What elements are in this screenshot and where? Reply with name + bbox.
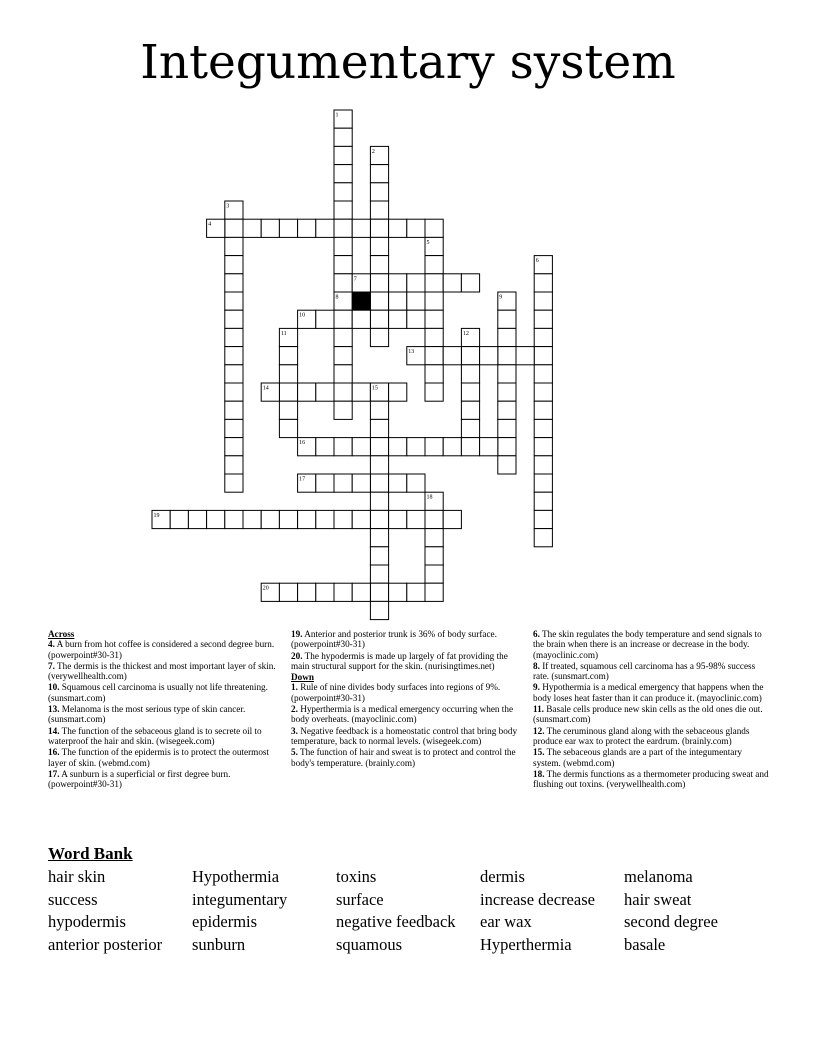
clue-number-8: 8	[335, 294, 339, 301]
crossword-cell[interactable]	[243, 510, 261, 528]
crossword-cell[interactable]	[407, 510, 425, 528]
crossword-cell[interactable]	[225, 237, 243, 255]
crossword-cell[interactable]	[425, 256, 443, 274]
clue-text: The dermis functions as a thermometer producing sweat and flushing out toxins. (verywellhealth.com)	[533, 768, 769, 790]
crossword-cell[interactable]	[389, 510, 407, 528]
crossword-cell[interactable]	[370, 438, 388, 456]
crossword-cell[interactable]	[316, 474, 334, 492]
clue-item	[48, 682, 276, 703]
crossword-cell[interactable]	[279, 347, 297, 365]
clue-number: 5.	[291, 747, 298, 758]
clue-text: Hypothermia is a medical emergency that happens when the body loses heat faster than it can produce it. (mayoclinic.com)	[533, 682, 764, 703]
crossword-cell[interactable]	[425, 310, 443, 328]
crossword-cell[interactable]	[389, 274, 407, 292]
clue-item	[533, 704, 771, 725]
crossword-cell[interactable]	[407, 292, 425, 310]
crossword-cell[interactable]	[498, 401, 516, 419]
crossword-cell[interactable]	[243, 219, 261, 237]
crossword-cell[interactable]	[425, 547, 443, 565]
crossword-cell[interactable]	[207, 510, 225, 528]
clue-item	[48, 769, 276, 790]
crossword-cell[interactable]	[425, 347, 443, 365]
crossword-cell[interactable]	[389, 383, 407, 401]
clue-text: Melanoma is the most serious type of skin cancer. (sunsmart.com)	[48, 704, 246, 725]
crossword-cell[interactable]	[279, 510, 297, 528]
crossword-cell[interactable]	[534, 419, 552, 437]
crossword-cell[interactable]	[316, 310, 334, 328]
crossword-cell[interactable]	[225, 347, 243, 365]
crossword-cell[interactable]	[407, 219, 425, 237]
clue-number: 11.	[533, 704, 544, 715]
clue-text: Hyperthermia is a medical emergency occurring when the body overheats. (mayoclinic.com)	[291, 704, 514, 725]
crossword-cell[interactable]	[534, 456, 552, 474]
crossword-cell[interactable]	[334, 274, 352, 292]
crossword-cell[interactable]	[261, 219, 279, 237]
clue-number-2: 2	[371, 148, 375, 155]
word-bank-item: hair sweat	[624, 889, 692, 909]
crossword-cell[interactable]	[225, 292, 243, 310]
crossword-cell[interactable]	[425, 510, 443, 528]
crossword-cell[interactable]	[334, 256, 352, 274]
crossword-cell[interactable]	[534, 292, 552, 310]
crossword-cell[interactable]	[188, 510, 206, 528]
clue-text: A burn from hot coffee is considered a second degree burn. (powerpoint#30-31)	[48, 639, 275, 660]
word-bank-item: basale	[624, 934, 666, 954]
crossword-cell[interactable]	[334, 383, 352, 401]
crossword-cell[interactable]	[225, 419, 243, 437]
crossword-cell[interactable]	[316, 438, 334, 456]
crossword-cell[interactable]	[225, 310, 243, 328]
crossword-cell[interactable]	[370, 201, 388, 219]
clues-column-1	[48, 629, 276, 790]
clue-text: The function of the sebaceous gland is to secrete oil to waterproof the hair and skin. (wisegeek.com)	[48, 725, 262, 746]
crossword-cell[interactable]	[225, 401, 243, 419]
crossword-cell[interactable]	[370, 401, 388, 419]
clue-item	[48, 704, 276, 725]
crossword-cell[interactable]	[334, 165, 352, 183]
crossword-cell[interactable]	[534, 383, 552, 401]
clue-text: The function of hair and sweat is to protect and control the body's temperature. (brainly.com)	[291, 747, 516, 768]
clue-number: 7.	[48, 660, 55, 671]
crossword-cell[interactable]	[334, 237, 352, 255]
crossword-cell[interactable]	[316, 510, 334, 528]
crossword-cell[interactable]	[370, 474, 388, 492]
crossword-cell[interactable]	[370, 583, 388, 601]
word-bank-item: epidermis	[192, 912, 258, 931]
clue-item	[291, 682, 523, 703]
crossword-cell[interactable]	[443, 274, 461, 292]
crossword-cell[interactable]	[498, 328, 516, 346]
clue-number-13: 13	[408, 349, 415, 356]
crossword-cell[interactable]	[352, 583, 370, 601]
crossword-cell[interactable]	[225, 274, 243, 292]
crossword-cell[interactable]	[298, 510, 316, 528]
clue-number: 9.	[533, 682, 540, 693]
crossword-cell[interactable]	[534, 529, 552, 547]
clue-number-11: 11	[280, 330, 287, 337]
crossword-cell[interactable]	[370, 292, 388, 310]
crossword-cell[interactable]	[334, 128, 352, 146]
crossword-cell[interactable]	[389, 310, 407, 328]
word-bank-item: integumentary	[192, 889, 288, 909]
crossword-cell[interactable]	[225, 328, 243, 346]
crossword-cell[interactable]	[370, 510, 388, 528]
crossword-cell[interactable]	[352, 474, 370, 492]
crossword-cell[interactable]	[370, 492, 388, 510]
clue-item	[291, 747, 523, 768]
word-bank-item: hair skin	[48, 867, 106, 886]
clue-number: 1.	[291, 682, 298, 693]
crossword-cell[interactable]	[534, 510, 552, 528]
crossword-cell[interactable]	[461, 365, 479, 383]
crossword-cell[interactable]	[370, 310, 388, 328]
clue-text: Negative feedback is a homeostatic control that bring body temperature, back to normal levels. (wisegeek.com)	[291, 725, 518, 746]
clue-item	[533, 726, 771, 747]
word-bank-item: squamous	[336, 934, 402, 954]
clue-text: The sebaceous glands are a part of the integumentary system. (webmd.com)	[533, 747, 743, 768]
clue-number-14: 14	[262, 385, 269, 392]
clue-number-3: 3	[226, 203, 230, 210]
clue-item	[48, 639, 276, 660]
crossword-cell[interactable]	[352, 310, 370, 328]
crossword-cell[interactable]	[534, 365, 552, 383]
crossword-cell[interactable]	[334, 510, 352, 528]
clue-number-18: 18	[426, 494, 433, 501]
crossword-cell[interactable]	[425, 365, 443, 383]
crossword-cell[interactable]	[425, 583, 443, 601]
clue-number: 17.	[48, 768, 60, 779]
crossword-cell[interactable]	[370, 274, 388, 292]
crossword-cell[interactable]	[425, 328, 443, 346]
crossword-cell[interactable]	[370, 456, 388, 474]
crossword-cell[interactable]	[316, 219, 334, 237]
crossword-cell[interactable]	[498, 456, 516, 474]
down-heading: Down	[291, 672, 314, 683]
clue-number: 6.	[533, 629, 540, 639]
word-bank	[48, 867, 788, 957]
crossword-cell[interactable]	[498, 383, 516, 401]
crossword-cell[interactable]	[425, 274, 443, 292]
crossword-cell[interactable]	[334, 474, 352, 492]
crossword-cell[interactable]	[352, 510, 370, 528]
clue-number-9: 9	[499, 294, 503, 301]
crossword-cell[interactable]	[461, 347, 479, 365]
crossword-cell[interactable]	[279, 219, 297, 237]
crossword-cell[interactable]	[461, 383, 479, 401]
clue-item	[48, 726, 276, 747]
crossword-cell[interactable]	[334, 365, 352, 383]
crossword-cell[interactable]	[334, 328, 352, 346]
crossword-cell[interactable]	[498, 347, 516, 365]
crossword-cell[interactable]	[425, 219, 443, 237]
crossword-cell[interactable]	[225, 474, 243, 492]
crossword-cell[interactable]	[352, 438, 370, 456]
crossword-cell[interactable]	[498, 310, 516, 328]
crossword-cell[interactable]	[407, 274, 425, 292]
crossword-black-cell	[352, 292, 370, 310]
clue-item	[533, 682, 771, 703]
crossword-cell[interactable]	[225, 383, 243, 401]
crossword-cell[interactable]	[225, 256, 243, 274]
word-bank-item: increase decrease	[480, 889, 595, 909]
crossword-cell[interactable]	[334, 401, 352, 419]
crossword-cell[interactable]	[425, 438, 443, 456]
crossword-cell[interactable]	[225, 456, 243, 474]
crossword-cell[interactable]	[334, 583, 352, 601]
clue-number-1: 1	[335, 112, 339, 119]
clue-text: Rule of nine divides body surfaces into regions of 9%. (powerpoint#30-31)	[291, 682, 501, 703]
word-bank-item: surface	[336, 889, 384, 909]
clue-text: The dermis is the thickest and most important layer of skin. (verywellhealth.com)	[48, 660, 276, 682]
crossword-cell[interactable]	[316, 383, 334, 401]
clue-number-12: 12	[462, 330, 469, 337]
crossword-cell[interactable]	[443, 347, 461, 365]
clue-number: 14.	[48, 725, 60, 736]
clue-number: 8.	[533, 660, 540, 671]
crossword-cell[interactable]	[352, 383, 370, 401]
crossword-cell[interactable]	[334, 310, 352, 328]
clue-item	[533, 747, 771, 768]
clue-number: 12.	[533, 725, 545, 736]
crossword-cell[interactable]	[370, 256, 388, 274]
crossword-cell[interactable]	[461, 438, 479, 456]
clue-item	[291, 726, 523, 747]
crossword-cell[interactable]	[407, 583, 425, 601]
crossword-cell[interactable]	[334, 201, 352, 219]
clue-text: The hypodermis is made up largely of fat providing the main structural support for the skin. (nurisingtimes.net)	[291, 650, 508, 671]
clue-number: 13.	[48, 704, 60, 715]
word-bank-item: dermis	[480, 867, 525, 886]
clue-text: If treated, squamous cell carcinoma has a 95-98% success rate. (sunsmart.com)	[533, 660, 756, 682]
word-bank-item: ear wax	[480, 912, 532, 931]
clue-text: Squamous cell carcinoma is usually not life threatening. (sunsmart.com)	[48, 682, 268, 703]
crossword-cell[interactable]	[334, 219, 352, 237]
crossword-cell[interactable]	[461, 419, 479, 437]
clue-number: 19.	[291, 629, 303, 639]
crossword-cell[interactable]	[498, 365, 516, 383]
clue-number-7: 7	[353, 276, 357, 283]
clue-number-15: 15	[371, 385, 378, 392]
clue-number-10: 10	[299, 312, 306, 319]
crossword-cell[interactable]	[370, 219, 388, 237]
crossword-cell[interactable]	[425, 529, 443, 547]
clue-number-6: 6	[535, 258, 539, 265]
crossword-cell[interactable]	[279, 583, 297, 601]
word-bank-item: second degree	[624, 912, 718, 931]
crossword-cell[interactable]	[425, 292, 443, 310]
crossword-cell[interactable]	[534, 310, 552, 328]
crossword-cell[interactable]	[389, 219, 407, 237]
crossword-cell[interactable]	[516, 347, 534, 365]
clue-text: The function of the epidermis is to protect the outermost layer of skin. (webmd.com)	[48, 747, 270, 768]
crossword-cell[interactable]	[534, 328, 552, 346]
crossword-cell[interactable]	[498, 419, 516, 437]
crossword-cell[interactable]	[443, 438, 461, 456]
word-bank-item: anterior posterior	[48, 934, 163, 954]
clues-column-3	[533, 629, 771, 790]
word-bank-item: Hyperthermia	[480, 934, 572, 954]
crossword-cell[interactable]	[298, 219, 316, 237]
crossword-cell[interactable]	[389, 292, 407, 310]
clue-text: The skin regulates the body temperature and send signals to the brain when there is an increase or decrease in the body. (mayoclinic.com)	[533, 629, 762, 660]
crossword-cell[interactable]	[370, 165, 388, 183]
clue-item	[533, 769, 771, 790]
page-title: Integumentary system	[140, 35, 676, 90]
clue-item	[291, 704, 523, 725]
crossword-cell[interactable]	[480, 438, 498, 456]
crossword-cell[interactable]	[534, 438, 552, 456]
crossword-cell[interactable]	[279, 419, 297, 437]
crossword-cell[interactable]	[225, 438, 243, 456]
clue-item	[533, 629, 771, 660]
crossword-cell[interactable]	[352, 219, 370, 237]
clue-item	[48, 661, 276, 682]
crossword-cell[interactable]	[334, 438, 352, 456]
across-heading: Across	[48, 629, 75, 639]
word-bank-title: Word Bank	[48, 844, 133, 863]
crossword-cell[interactable]	[534, 274, 552, 292]
crossword-cell[interactable]	[334, 146, 352, 164]
crossword-cell[interactable]	[170, 510, 188, 528]
clue-number-17: 17	[299, 476, 306, 483]
word-bank-item: success	[48, 889, 98, 909]
crossword-cell[interactable]	[461, 401, 479, 419]
crossword-cell[interactable]	[534, 492, 552, 510]
crossword-cell[interactable]	[370, 601, 388, 619]
crossword-cell[interactable]	[407, 474, 425, 492]
crossword-cell[interactable]	[407, 310, 425, 328]
clue-number: 2.	[291, 704, 298, 715]
crossword-cell[interactable]	[407, 438, 425, 456]
clue-number: 10.	[48, 682, 60, 693]
crossword-cell[interactable]	[370, 328, 388, 346]
clue-number-20: 20	[262, 585, 269, 592]
crossword-cell[interactable]	[261, 510, 279, 528]
crossword-cell[interactable]	[498, 438, 516, 456]
crossword-cell[interactable]	[316, 583, 334, 601]
clue-item	[48, 747, 276, 768]
crossword-cell[interactable]	[279, 365, 297, 383]
clue-number: 18.	[533, 768, 545, 779]
crossword-cell[interactable]	[370, 565, 388, 583]
clue-number: 20.	[291, 650, 303, 661]
word-bank-item: sunburn	[192, 934, 246, 954]
crossword-cell[interactable]	[534, 347, 552, 365]
crossword-cell[interactable]	[298, 583, 316, 601]
crossword-cell[interactable]	[389, 474, 407, 492]
crossword-cell[interactable]	[425, 565, 443, 583]
clue-number: 16.	[48, 747, 60, 758]
crossword-cell[interactable]	[279, 383, 297, 401]
crossword-cell[interactable]	[225, 219, 243, 237]
crossword-cell[interactable]	[370, 183, 388, 201]
crossword-cell[interactable]	[534, 474, 552, 492]
crossword-cell[interactable]	[370, 419, 388, 437]
clue-number-4: 4	[208, 221, 212, 228]
clue-number-19: 19	[153, 512, 160, 519]
word-bank-item: hypodermis	[48, 912, 126, 931]
clue-number: 3.	[291, 725, 298, 736]
clue-number-5: 5	[426, 239, 430, 246]
crossword-cell[interactable]	[370, 237, 388, 255]
word-bank-item: toxins	[336, 867, 377, 886]
word-bank-item: Hypothermia	[192, 867, 280, 886]
crossword-cell[interactable]	[334, 347, 352, 365]
crossword-cell[interactable]	[534, 401, 552, 419]
word-bank-item: negative feedback	[336, 912, 456, 931]
clues-column-2	[291, 629, 523, 769]
crossword-cell[interactable]	[443, 510, 461, 528]
clue-number: 4.	[48, 639, 55, 650]
clue-text: Anterior and posterior trunk is 36% of body surface. (powerpoint#30-31)	[291, 629, 497, 650]
clue-item	[533, 661, 771, 682]
crossword-cell[interactable]	[389, 438, 407, 456]
clue-number: 15.	[533, 747, 545, 758]
crossword-cell[interactable]	[225, 510, 243, 528]
crossword-cell[interactable]	[461, 274, 479, 292]
crossword-cell[interactable]	[334, 183, 352, 201]
clue-text: Basale cells produce new skin cells as the old ones die out. (sunsmart.com)	[533, 704, 763, 725]
crossword-cell[interactable]	[279, 401, 297, 419]
crossword-cell[interactable]	[225, 365, 243, 383]
crossword-cell[interactable]	[370, 529, 388, 547]
word-bank-item: melanoma	[624, 867, 693, 886]
crossword-cell[interactable]	[370, 547, 388, 565]
crossword-cell[interactable]	[480, 347, 498, 365]
crossword-cell[interactable]	[389, 583, 407, 601]
crossword-cell[interactable]	[298, 383, 316, 401]
clue-text: A sunburn is a superficial or first degree burn. (powerpoint#30-31)	[48, 768, 231, 790]
clue-number-16: 16	[299, 440, 306, 447]
crossword-cell[interactable]	[425, 383, 443, 401]
clue-item	[291, 629, 523, 650]
clue-item	[291, 651, 523, 672]
clue-text: The ceruminous gland along with the sebaceous glands produce ear wax to protect the eardrum. (brainly.com)	[533, 725, 750, 746]
